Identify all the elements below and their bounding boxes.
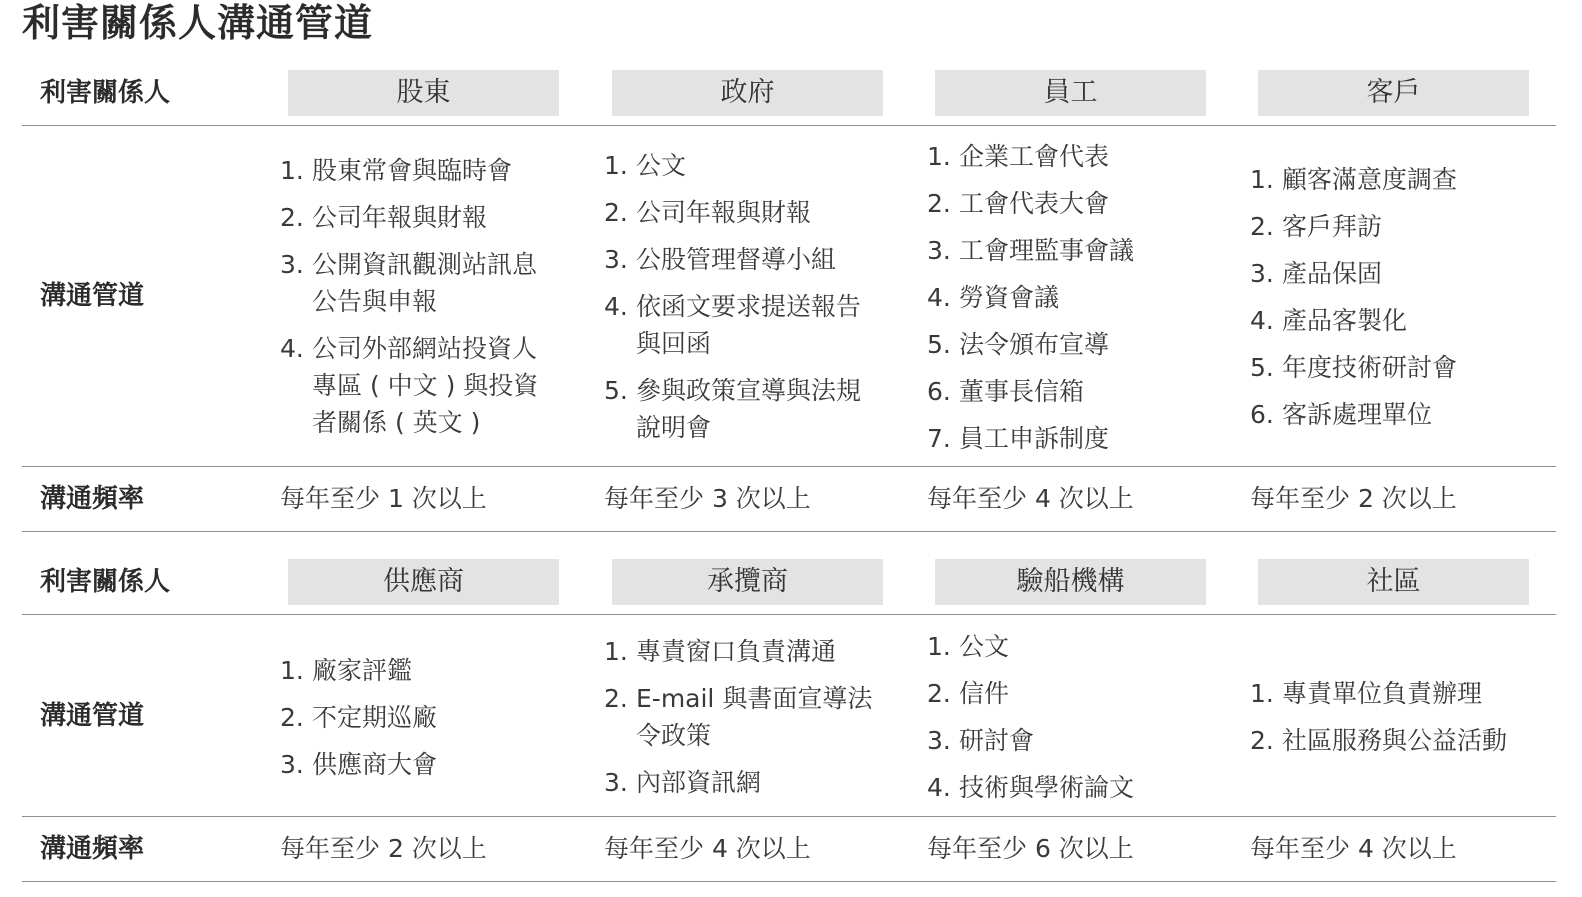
channel-list xyxy=(927,628,1134,816)
list-item: 2. 信件 xyxy=(927,679,1010,708)
channel-list xyxy=(604,147,861,456)
list-item: 2. 客戶拜訪 xyxy=(1250,212,1383,241)
channel-list xyxy=(604,633,872,811)
row-label-stakeholder: 利害關係人 xyxy=(40,78,171,108)
list-item: 2. 社區服務與公益活動 xyxy=(1250,726,1508,755)
list-item: 5. 年度技術研討會 xyxy=(1250,353,1458,382)
list-item: 2. 公司年報與財報 xyxy=(604,198,812,227)
column-header: 政府 xyxy=(612,70,883,116)
divider xyxy=(22,466,1556,467)
list-item: 2. E-mail 與書面宣導法 令政策 xyxy=(604,684,873,750)
column-header: 承攬商 xyxy=(612,559,883,605)
list-item: 6. 客訴處理單位 xyxy=(1250,400,1433,429)
list-item: 1. 廠家評鑑 xyxy=(280,656,413,685)
frequency-value: 每年至少 4 次以上 xyxy=(927,484,1134,513)
row-label-channels: 溝通管道 xyxy=(40,281,145,311)
list-item: 6. 董事長信箱 xyxy=(927,377,1085,406)
list-item: 1. 企業工會代表 xyxy=(927,142,1110,171)
column-header: 客戶 xyxy=(1258,70,1529,116)
divider xyxy=(22,125,1556,126)
list-item: 3. 內部資訊網 xyxy=(604,768,762,797)
list-item: 7. 員工申訴制度 xyxy=(927,424,1110,453)
column-header: 股東 xyxy=(288,70,559,116)
channel-list xyxy=(927,138,1134,467)
list-item: 3. 研討會 xyxy=(927,726,1035,755)
list-item: 3. 供應商大會 xyxy=(280,750,438,779)
frequency-value: 每年至少 6 次以上 xyxy=(927,834,1134,863)
list-item: 3. 公開資訊觀測站訊息 公告與申報 xyxy=(280,250,538,316)
column-header: 供應商 xyxy=(288,559,559,605)
frequency-value: 每年至少 2 次以上 xyxy=(280,834,487,863)
list-item: 3. 公股管理督導小組 xyxy=(604,245,837,274)
list-item: 2. 公司年報與財報 xyxy=(280,203,488,232)
divider xyxy=(22,816,1556,817)
list-item: 1. 公文 xyxy=(604,151,687,180)
list-item: 1. 專責窗口負責溝通 xyxy=(604,637,837,666)
channel-list xyxy=(280,652,437,793)
column-header: 員工 xyxy=(935,70,1206,116)
column-header: 驗船機構 xyxy=(935,559,1206,605)
frequency-value: 每年至少 4 次以上 xyxy=(1250,834,1457,863)
list-item: 5. 參與政策宣導與法規 說明會 xyxy=(604,376,862,442)
list-item: 3. 工會理監事會議 xyxy=(927,236,1135,265)
list-item: 5. 法令頒布宣導 xyxy=(927,330,1110,359)
row-label-frequency: 溝通頻率 xyxy=(40,834,145,864)
row-label-channels: 溝通管道 xyxy=(40,701,145,731)
list-item: 2. 不定期巡廠 xyxy=(280,703,438,732)
divider xyxy=(22,614,1556,615)
list-item: 2. 工會代表大會 xyxy=(927,189,1110,218)
divider xyxy=(22,881,1556,882)
channel-list xyxy=(280,152,538,451)
list-item: 1. 公文 xyxy=(927,632,1010,661)
row-label-stakeholder: 利害關係人 xyxy=(40,567,171,597)
frequency-value: 每年至少 4 次以上 xyxy=(604,834,811,863)
list-item: 1. 股東常會與臨時會 xyxy=(280,156,513,185)
page-title: 利害關係人溝通管道 xyxy=(22,1,374,45)
divider xyxy=(22,531,1556,532)
list-item: 4. 產品客製化 xyxy=(1250,306,1408,335)
list-item: 4. 技術與學術論文 xyxy=(927,773,1135,802)
frequency-value: 每年至少 3 次以上 xyxy=(604,484,811,513)
column-header: 社區 xyxy=(1258,559,1529,605)
list-item: 1. 顧客滿意度調查 xyxy=(1250,165,1458,194)
channel-list xyxy=(1250,675,1507,769)
list-item: 3. 產品保固 xyxy=(1250,259,1383,288)
frequency-value: 每年至少 2 次以上 xyxy=(1250,484,1457,513)
channel-list xyxy=(1250,161,1457,443)
list-item: 4. 依函文要求提送報告 與回函 xyxy=(604,292,862,358)
row-label-frequency: 溝通頻率 xyxy=(40,484,145,514)
list-item: 4. 勞資會議 xyxy=(927,283,1060,312)
list-item: 1. 專責單位負責辦理 xyxy=(1250,679,1483,708)
list-item: 4. 公司外部網站投資人 專區 ( 中文 ) 與投資 者關係 ( 英文 ) xyxy=(280,334,539,437)
frequency-value: 每年至少 1 次以上 xyxy=(280,484,487,513)
